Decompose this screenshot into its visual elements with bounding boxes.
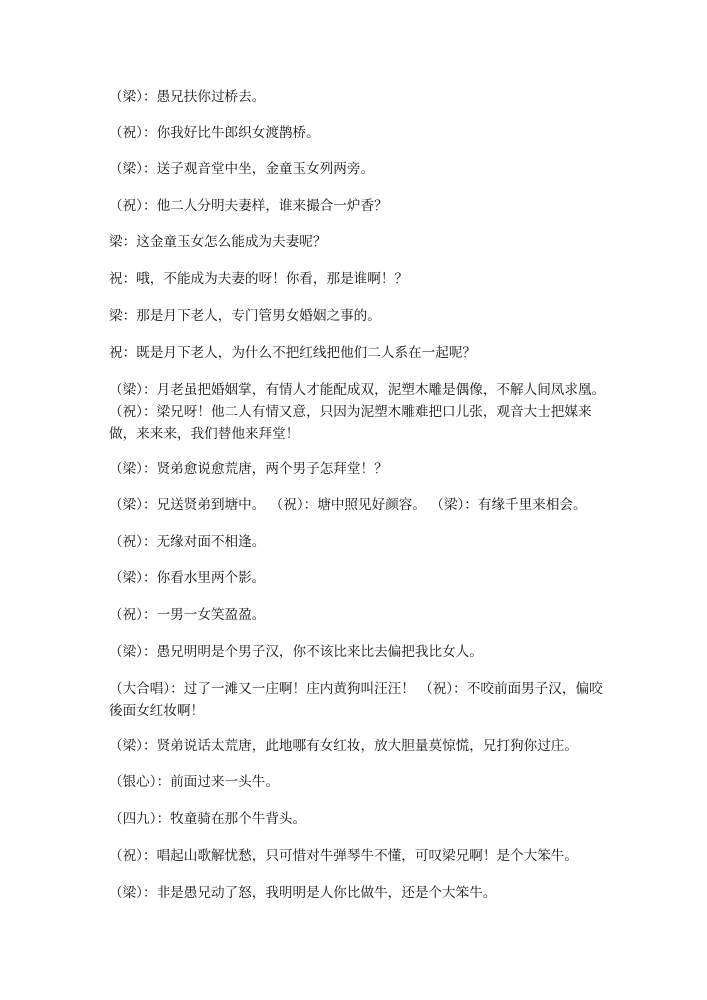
dialogue-line: （梁）：愚兄扶你过桥去。 xyxy=(109,89,266,105)
dialogue-line: （梁）：贤弟愈说愈荒唐，两个男子怎拜堂！？ xyxy=(109,461,388,477)
dialogue-line: 梁：那是月下老人，专门管男女婚姻之事的。 xyxy=(109,308,381,324)
dialogue-line: （祝）：你我好比牛郎织女渡鹊桥。 xyxy=(109,125,320,141)
dialogue-line: （梁）：愚兄明明是个男子汉，你不该比来比去偏把我比女人。 xyxy=(109,644,483,660)
dialogue-line: （祝）：无缘对面不相逢。 xyxy=(109,534,266,550)
dialogue-line: （银心）：前面过来一头牛。 xyxy=(109,774,279,790)
dialogue-line: （大合唱）：过了一滩又一庄啊！庄内黄狗叫汪汪！ （祝）：不咬前面男子汉，偏咬後面女红妆啊！ xyxy=(109,681,603,719)
dialogue-line: （梁）：你看水里两个影。 xyxy=(109,570,266,586)
dialogue-line: （祝）：一男一女笑盈盈。 xyxy=(109,607,266,623)
dialogue-line: 祝：既是月下老人，为什么不把红线把他们二人系在一起呢？ xyxy=(109,345,477,361)
dialogue-line: （梁）：贤弟说话太荒唐，此地哪有女红妆，放大胆量莫惊慌，兄打狗你过庄。 xyxy=(109,738,578,754)
dialogue-line: 祝：哦，不能成为夫妻的呀！你看，那是谁啊！？ xyxy=(109,271,409,287)
dialogue-line: （祝）：他二人分明夫妻样，谁来撮合一炉香？ xyxy=(109,198,388,214)
dialogue-line: （祝）：唱起山歌解忧愁，只可惜对牛弹琴牛不懂，可叹梁兄啊！是个大笨牛。 xyxy=(109,848,578,864)
dialogue-line: （梁）：非是愚兄动了怒，我明明是人你比做牛，还是个大笨牛。 xyxy=(109,885,497,901)
dialogue-line: （四九）：牧童骑在那个牛背头。 xyxy=(109,811,307,827)
dialogue-line: 梁：这金童玉女怎么能成为夫妻呢？ xyxy=(109,234,327,250)
dialogue-line: （梁）：送子观音堂中坐，金童玉女列两旁。 xyxy=(109,161,375,177)
dialogue-line: （梁）：兄送贤弟到塘中。 （祝）：塘中照见好颜容。 （梁）：有缘千里来相会。 xyxy=(109,497,587,513)
dialogue-line: （梁）：月老虽把婚姻掌，有情人才能配成双，泥塑木雕是偶像，不解人间凤求凰。 （祝）：梁兄呀！他二人有情又意，只因为泥塑木雕难把口儿张，观音大士把媒来做，来来来，我们替他来拜堂！ xyxy=(109,382,606,442)
